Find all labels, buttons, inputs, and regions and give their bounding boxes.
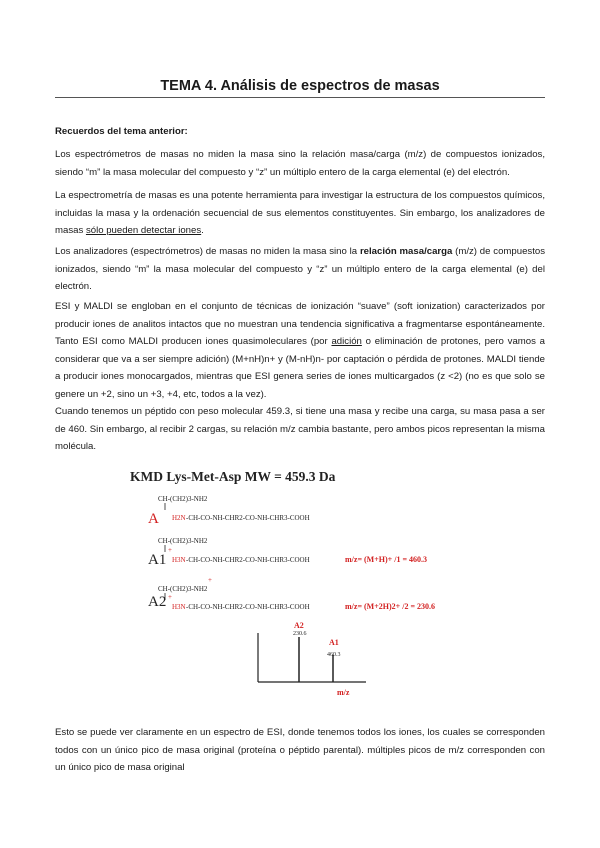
amine-a: H2N — [172, 514, 186, 522]
recuerdos-heading: Recuerdos del tema anterior: — [55, 126, 188, 137]
paragraph-4 — [55, 298, 545, 403]
charge-a1: + — [168, 546, 172, 554]
p3-text-a: Los analizadores (espectrómetros) de masas no miden la masa sino la — [55, 246, 360, 257]
side-chain-a: CH-(CH2)3-NH2 — [158, 495, 208, 503]
amine-a1: H3N — [172, 556, 186, 564]
figure-svg — [130, 465, 490, 685]
peak-a1-value: 460.3 — [327, 652, 341, 658]
paragraph-1: Los espectrómetros de masas no miden la masa sino la relación masa/carga (m/z) de compuestos ionizados, siendo “m” la masa molecular del compuesto y “z” un múltiplo entero de la carga elemental (e) del electrón. — [55, 149, 545, 178]
equation-a1: m/z= (M+H)+ /1 = 460.3 — [345, 555, 427, 564]
peak-a1-label: A1 — [329, 638, 339, 647]
p4-text-a: ESI y MALDI se engloban en el conjunto de técnicas de ionización “suave” (soft ionization) caracterizados por producir iones de analitos intactos que no muestran una tendencia significativa a fragmentarse espontáneamente. Tanto ESI como MALDI producen iones quasimoleculares (por — [55, 301, 545, 347]
title-rule — [55, 97, 545, 98]
paragraph-6: Esto se puede ver claramente en un espectro de ESI, donde tenemos todos los iones, los cuales se corresponden todos con un único pico de masa original (proteína o péptido parental). múltiples picos de m/z corresponden con un único pico de masa original — [55, 727, 545, 773]
amine-a2: H3N — [172, 603, 186, 611]
mass-spectrum-figure — [130, 465, 490, 685]
side-chain-a2: CH-(CH2)3-NH2 — [158, 585, 208, 593]
p2-text-b: . — [201, 225, 204, 236]
p4-text-b: o eliminación de protones, pero vamos a considerar que va a ser siempre adición) (M+nH)n+ y (M-nH)n- por captación o pérdida de protones. MALDI tiende a producir iones monocargados, mientras que ESI genera series de iones multicargados (z <2) (no es que solo se genere un +2, sino un +3, +4, etc, todos a la vez). — [55, 336, 545, 400]
side-chain-a1: CH-(CH2)3-NH2 — [158, 537, 208, 545]
x-axis-label: m/z — [337, 688, 350, 697]
label-a: A — [148, 511, 159, 527]
label-a2: A2 — [148, 594, 167, 610]
backbone-a1: -CH-CO-NH-CHR2-CO-NH-CHR3-COOH — [186, 556, 310, 564]
backbone-a2: -CH-CO-NH-CHR2-CO-NH-CHR3-COOH — [186, 603, 310, 611]
figure-header: KMD Lys-Met-Asp MW = 459.3 Da — [130, 469, 336, 484]
peak-a2-value: 230.6 — [293, 631, 307, 637]
peak-a2-label: A2 — [294, 621, 304, 630]
charge-a2-top: + — [208, 576, 212, 584]
paragraph-2 — [55, 187, 545, 240]
section-heading — [55, 123, 545, 141]
backbone-a: -CH-CO-NH-CHR2-CO-NH-CHR3-COOH — [186, 514, 310, 522]
paragraph-5: Cuando tenemos un péptido con peso molecular 459.3, si tiene una masa y recibe una carga, su masa pasa a ser de 460. Sin embargo, al recibir 2 cargas, su relación m/z cambia bastante, pero ambos picos representan la misma molécula. — [55, 406, 545, 452]
p4-underlined: adición — [331, 336, 362, 347]
equation-a2: m/z= (M+2H)2+ /2 = 230.6 — [345, 602, 435, 611]
p3-bold: relación masa/carga — [359, 246, 453, 257]
p3-text-b: (m/z) de compuestos ionizados, siendo “m” la masa molecular del compuesto y “z” un múltiplo entero de la carga elemental (e) del electrón. — [55, 246, 545, 292]
page-title: TEMA 4. Análisis de espectros de masas — [160, 78, 440, 94]
charge-a2: + — [168, 593, 172, 601]
p2-underlined: sólo pueden detectar iones — [85, 225, 202, 236]
p2-text-a: La espectrometría de masas es una potente herramienta para investigar la estructura de los compuestos químicos, incluidas la masa y la ordenación secuencial de sus elementos constituyentes. Sin embargo, los analizadores de masas — [55, 190, 545, 236]
label-a1: A1 — [148, 552, 167, 568]
paragraph-3 — [55, 243, 545, 296]
